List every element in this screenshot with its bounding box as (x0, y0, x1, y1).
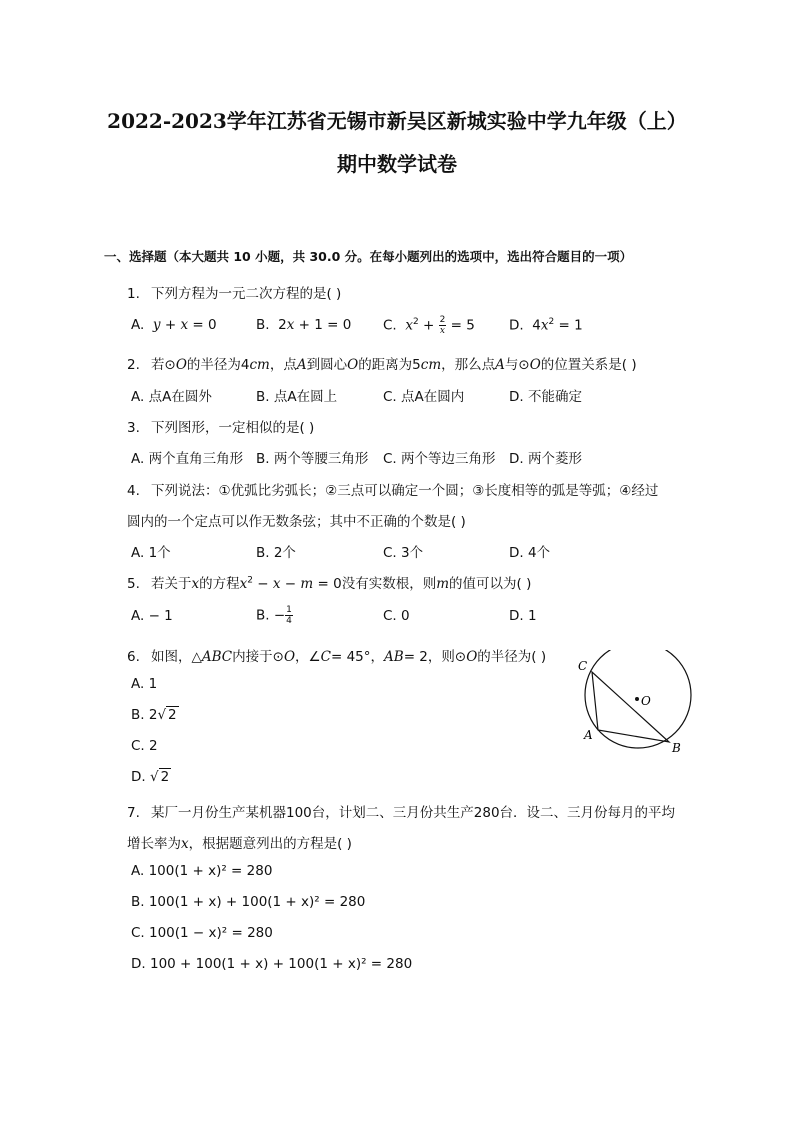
question-5: 5. 若关于x的方程$x^2 - x - m = 0$没有实数根，则m的值可以为( ) (127, 575, 532, 592)
question-2: 2. 若⊙O的半径为4cm，点A到圆心O的距离为5cm，那么点A与⊙O的位置关系是( ) (127, 357, 637, 373)
question-4-line2: 圆内的一个定点可以作无数条弦；其中不正确的个数是( ) (127, 514, 466, 530)
q5-option-d: D. 1 (509, 608, 537, 624)
label-c: C (578, 659, 588, 673)
q2-option-c: C. 点A在圆内 (383, 389, 465, 405)
q4-option-c: C. 3个 (383, 545, 424, 561)
q6-option-d: D. √ 2 (131, 769, 170, 785)
q7-option-d: D. 100 + 100(1 + x) + 100(1 + x)² = 280 (131, 956, 413, 972)
q1-option-d: D. $4x^2 = 1$ (509, 317, 583, 334)
q7-option-c: C. 100(1 − x)² = 280 (131, 925, 273, 941)
q5-option-a: A. − 1 (131, 608, 173, 624)
q7-option-b: B. 100(1 + x) + 100(1 + x)² = 280 (131, 894, 366, 910)
q1-option-c: C. $x^2$ + $\frac{2}{x}$ = 5 (383, 315, 475, 336)
question-4: 4. 下列说法：①优弧比劣弧长；②三点可以确定一个圆；③长度相等的弧是等弧；④经过 (127, 483, 659, 499)
q2-option-d: D. 不能确定 (509, 389, 582, 405)
q6-option-c: C. 2 (131, 738, 158, 754)
label-a: A (584, 728, 593, 742)
exam-title-line2: 期中数学试卷 (337, 152, 457, 176)
circle-triangle-figure (570, 650, 710, 760)
q4-option-a: A. 1个 (131, 545, 171, 561)
center-point-o (635, 697, 639, 701)
q5-option-c: C. 0 (383, 608, 410, 624)
question-7-line2: 增长率为x，根据题意列出的方程是( ) (127, 836, 352, 852)
q2-option-a: A. 点A在圆外 (131, 389, 212, 405)
q5-option-b: B. − $\frac{1}{4}$ (256, 605, 292, 626)
exam-title-line1: 2022-2023学年江苏省无锡市新吴区新城实验中学九年级（上） (107, 109, 687, 133)
q6-option-b: B. 2√ 2 (131, 707, 177, 723)
triangle-abc (592, 672, 669, 742)
q3-option-a: A. 两个直角三角形 (131, 451, 244, 467)
question-7: 7. 某厂一月份生产某机器100台，计划二、三月份共生产280台．设二、三月份每月的平均 (127, 805, 676, 821)
q4-option-d: D. 4个 (509, 545, 551, 561)
q7-option-a: A. 100(1 + x)² = 280 (131, 863, 273, 879)
question-3: 3. 下列图形，一定相似的是( ) (127, 420, 315, 436)
q6-option-a: A. 1 (131, 676, 158, 692)
question-1: 1. 下列方程为一元二次方程的是( ) (127, 286, 342, 302)
section-heading: 一、选择题（本大题共 10 小题，共 30.0 分。在每小题列出的选项中，选出符合题目的一项） (104, 249, 633, 264)
label-o: O (641, 694, 651, 708)
q1-option-b: B. 2x + 1 = 0 (256, 317, 352, 333)
question-6: 6. 如图，△ABC内接于⊙O，∠C= 45°，AB= 2，则⊙O的半径为( ) (127, 649, 547, 665)
q2-option-b: B. 点A在圆上 (256, 389, 338, 405)
q3-option-b: B. 两个等腰三角形 (256, 451, 369, 467)
label-b: B (672, 741, 681, 755)
q1-option-a: A. y + x = 0 (131, 317, 217, 333)
q3-option-c: C. 两个等边三角形 (383, 451, 496, 467)
q3-option-d: D. 两个菱形 (509, 451, 582, 467)
q4-option-b: B. 2个 (256, 545, 296, 561)
